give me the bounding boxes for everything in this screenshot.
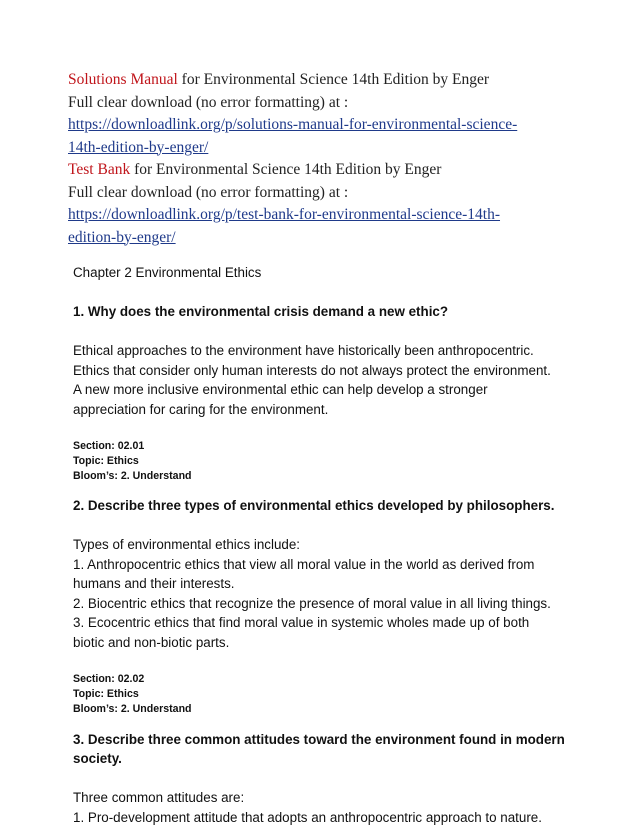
answer-line: 1. Anthropocentric ethics that view all moral value in the world as derived from xyxy=(73,556,535,572)
answer-line: Ethical approaches to the environment have historically been anthropocentric. xyxy=(73,343,534,358)
test-bank-link[interactable]: https://downloadlink.org/p/test-bank-for-environmental-science-14th- xyxy=(68,206,501,223)
download-note: Full clear download (no error formatting) at : xyxy=(68,93,349,111)
solutions-manual-link-continued[interactable]: 14th-edition-by-enger/ xyxy=(68,138,209,156)
answer-line: 3. Ecocentric ethics that find moral value in systemic wholes made up of both xyxy=(73,615,530,631)
answer-line: 2. Biocentric ethics that recognize the presence of moral value in all living things. xyxy=(73,595,551,611)
test-bank-line xyxy=(68,159,588,182)
blooms-label: Bloom’s: 2. Understand xyxy=(73,703,192,716)
answer-line: Three common attitudes are: xyxy=(73,790,245,806)
download-header xyxy=(68,69,588,249)
answer-line: humans and their interests. xyxy=(73,576,235,592)
section-label: Section: 02.02 xyxy=(73,672,145,685)
answer-line: biotic and non-biotic parts. xyxy=(73,634,230,650)
solutions-manual-link[interactable]: https://downloadlink.org/p/solutions-manual-for-environmental-science- xyxy=(68,116,518,133)
document-body xyxy=(73,263,573,827)
question-heading-continued: society. xyxy=(73,751,122,767)
answer-line: appreciation for caring for the environment. xyxy=(73,401,329,417)
test-bank-link-continued[interactable]: edition-by-enger/ xyxy=(68,228,176,246)
test-bank-label: Test Bank xyxy=(68,161,131,178)
solutions-manual-line xyxy=(68,69,588,92)
answer-line: Ethics that consider only human interests do not always protect the environment. xyxy=(73,362,551,378)
question-heading: 3. Describe three common attitudes toward the environment found in modern xyxy=(73,731,565,747)
test-bank-title: for Environmental Science 14th Edition by Enger xyxy=(130,161,442,178)
section-label: Section: 02.01 xyxy=(73,439,145,452)
answer-line: Types of environmental ethics include: xyxy=(73,537,301,553)
chapter-title: Chapter 2 Environmental Ethics xyxy=(73,265,262,280)
question-heading: 1. Why does the environmental crisis demand a new ethic? xyxy=(73,304,449,319)
topic-label: Topic: Ethics xyxy=(73,454,139,467)
solutions-manual-title: for Environmental Science 14th Edition by Enger xyxy=(177,71,490,88)
question-heading: 2. Describe three types of environmental ethics developed by philosophers. xyxy=(73,498,555,514)
download-note: Full clear download (no error formatting) at : xyxy=(68,183,349,201)
blooms-label: Bloom’s: 2. Understand xyxy=(73,470,192,483)
answer-line: A new more inclusive environmental ethic can help develop a stronger xyxy=(73,382,488,397)
solutions-manual-label: Solutions Manual xyxy=(68,71,178,88)
answer-line: 1. Pro-development attitude that adopts an anthropocentric approach to nature. xyxy=(73,809,542,825)
topic-label: Topic: Ethics xyxy=(73,688,139,701)
